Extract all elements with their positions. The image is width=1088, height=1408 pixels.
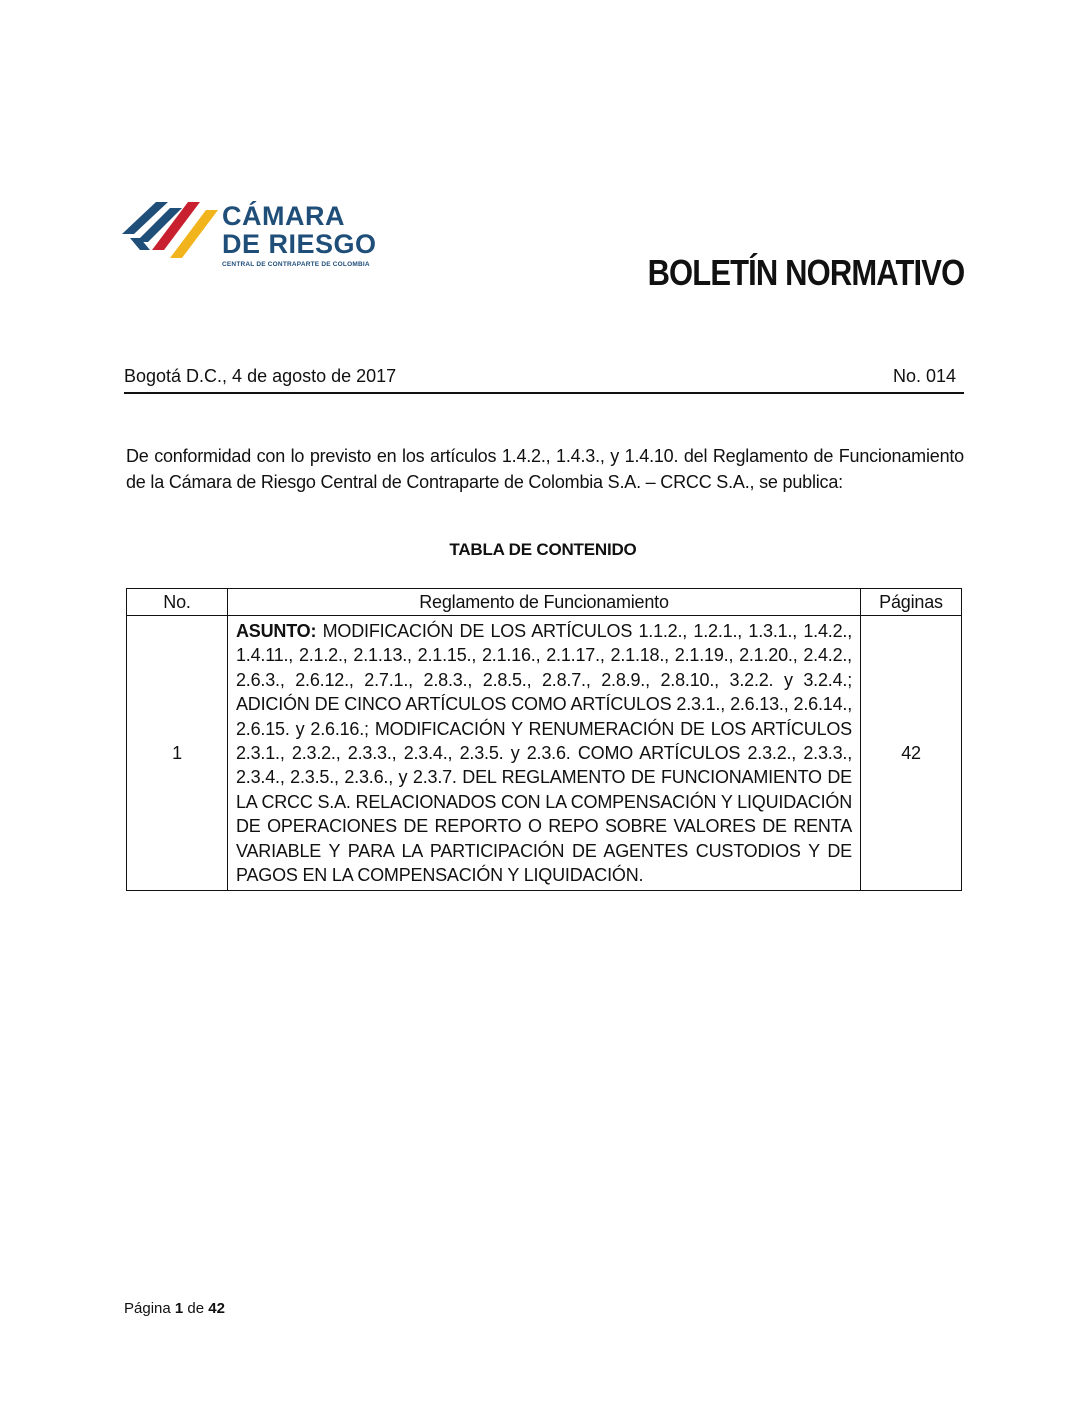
footer-of: de <box>187 1300 205 1317</box>
footer-total-pages: 42 <box>208 1300 225 1317</box>
logo <box>122 198 402 278</box>
row-subject <box>228 616 861 891</box>
footer-current-page: 1 <box>174 1300 184 1317</box>
document-date: Bogotá D.C., 4 de agosto de 2017 <box>124 366 397 386</box>
toc-header-row <box>127 589 962 616</box>
logo-subtitle: CENTRAL DE CONTRAPARTE DE COLOMBIA <box>222 261 370 268</box>
logo-text-line1: CÁMARA <box>222 201 345 231</box>
logo-text-line2: DE RIESGO <box>222 229 377 259</box>
subject-text: MODIFICACIÓN DE LOS ARTÍCULOS 1.1.2., 1.2.1., 1.3.1., 1.4.2., 1.4.11., 2.1.2., 2.1.13., 2.1.15., 2.1.16., 2.1.17., 2.1.18., 2.1.19., 2.1.20., 2.4.2., 2.6.3., 2.6.12., 2.7.1., 2.8.3., 2.8.5., 2.8.7., 2.8.9., 2.8.10., 3.2.2. y 3.2.4.; ADICIÓN DE CINCO ARTÍCULOS COMO ARTÍCULOS 2.3.1., 2.6.13., 2.6.14., 2.6.15. y 2.6.16.; MODIFICACIÓN Y RENUMERACIÓN DE LOS ARTÍCULOS 2.3.1., 2.3.2., 2.3.3., 2.3.4., 2.3.5. y 2.3.6. COMO ARTÍCULOS 2.3.2., 2.3.3., 2.3.4., 2.3.5., 2.3.6., y 2.3.7. DEL REGLAMENTO DE FUNCIONAMIENTO DE LA CRCC S.A. RELACIONADOS CON LA COMPENSACIÓN Y LIQUIDACIÓN DE OPERACIONES DE REPORTO O REPO SOBRE VALORES DE RENTA VARIABLE Y PARA LA PARTICIPACIÓN DE AGENTES CUSTODIOS Y DE PAGOS EN LA COMPENSACIÓN Y LIQUIDACIÓN. <box>236 621 852 886</box>
row-number: 1 <box>127 616 228 891</box>
column-header-pages: Páginas <box>861 589 962 616</box>
page-footer <box>124 1300 225 1317</box>
document-title: BOLETÍN NORMATIVO <box>647 252 964 293</box>
date-number-row <box>124 366 964 394</box>
crcc-stripes-icon <box>122 198 222 270</box>
row-pages: 42 <box>861 616 962 891</box>
bulletin-number: No. 014 <box>892 366 956 386</box>
subject-label: ASUNTO: <box>236 621 317 641</box>
toc-title: TABLA DE CONTENIDO <box>449 540 637 559</box>
table-row <box>127 616 962 891</box>
intro-paragraph: De conformidad con lo previsto en los artículos 1.4.2., 1.4.3., y 1.4.10. del Reglamento de Funcionamiento de la Cámara de Riesgo Central de Contraparte de Colombia S.A. – CRCC S.A., se publica: <box>126 446 964 492</box>
footer-prefix: Página <box>124 1300 171 1317</box>
column-header-no: No. <box>127 589 228 616</box>
column-header-reglamento: Reglamento de Funcionamiento <box>228 589 861 616</box>
toc-table <box>126 588 962 891</box>
